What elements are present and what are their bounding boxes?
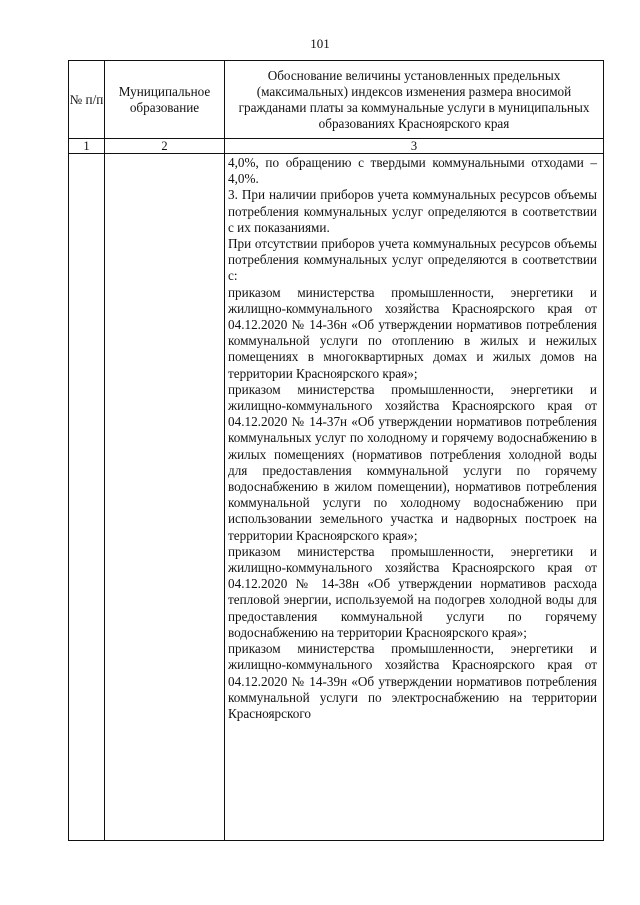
- cell-justification: [225, 154, 604, 841]
- column-number-1: 1: [69, 139, 105, 154]
- paragraph: 4,0%, по обращению с твердыми коммунальными отходами – 4,0%.: [228, 155, 597, 187]
- paragraph: приказом министерства промышленности, энергетики и жилищно-коммунального хозяйства Красноярского края от 04.12.2020 № 14-37н «Об утверждении нормативов потребления коммунальных услуг по холодному и горячему водоснабжению в жилых помещениях (нормативов потребления холодной воды для предоставления коммунальной услуги по горячему водоснабжению в жилом помещении), нормативов потребления коммунальной услуги по холодному водоснабжению при использовании земельного участка и надворных построек на территории Красноярского края»;: [228, 381, 597, 543]
- paragraph: приказом министерства промышленности, энергетики и жилищно-коммунального хозяйства Красноярского края от 04.12.2020 № 14-38н «Об утверждении нормативов расхода тепловой энергии, используемой на подогрев холодной воды для предоставления коммунальной услуги по горячему водоснабжению на территории Красноярского края»;: [228, 543, 597, 640]
- header-number: № п/п: [69, 61, 105, 139]
- paragraph: приказом министерства промышленности, энергетики и жилищно-коммунального хозяйства Красноярского края от 04.12.2020 № 14-39н «Об утверждении нормативов потребления коммунальной услуги по электроснабжению на территории Красноярского: [228, 641, 597, 721]
- cell-municipality: [105, 154, 225, 841]
- header-municipality: Муниципальное образование: [105, 61, 225, 139]
- column-number-2: 2: [105, 139, 225, 154]
- paragraph: При отсутствии приборов учета коммунальных ресурсов объемы потребления коммунальных услуг определяются в соответствии с:: [228, 236, 597, 284]
- column-number-row: [69, 139, 604, 154]
- paragraph: 3. При наличии приборов учета коммунальных ресурсов объемы потребления коммунальных услуг определяются в соответствии с их показаниями.: [228, 187, 597, 235]
- table-row: [69, 154, 604, 841]
- justification-text: [225, 154, 603, 722]
- table-header-row: [69, 61, 604, 139]
- cell-number: [69, 154, 105, 841]
- page-number: 101: [310, 36, 330, 51]
- paragraph: приказом министерства промышленности, энергетики и жилищно-коммунального хозяйства Красноярского края от 04.12.2020 № 14-36н «Об утверждении нормативов потребления коммунальной услуги по отоплению в жилых и нежилых помещениях в многоквартирных домах и жилых домов на территории Красноярского края»;: [228, 284, 597, 381]
- column-number-3: 3: [225, 139, 604, 154]
- justification-table: [68, 60, 604, 841]
- header-justification: Обоснование величины установленных предельных (максимальных) индексов изменения размера вносимой гражданами платы за коммунальные услуги в муниципальных образованиях Красноярского края: [225, 61, 604, 139]
